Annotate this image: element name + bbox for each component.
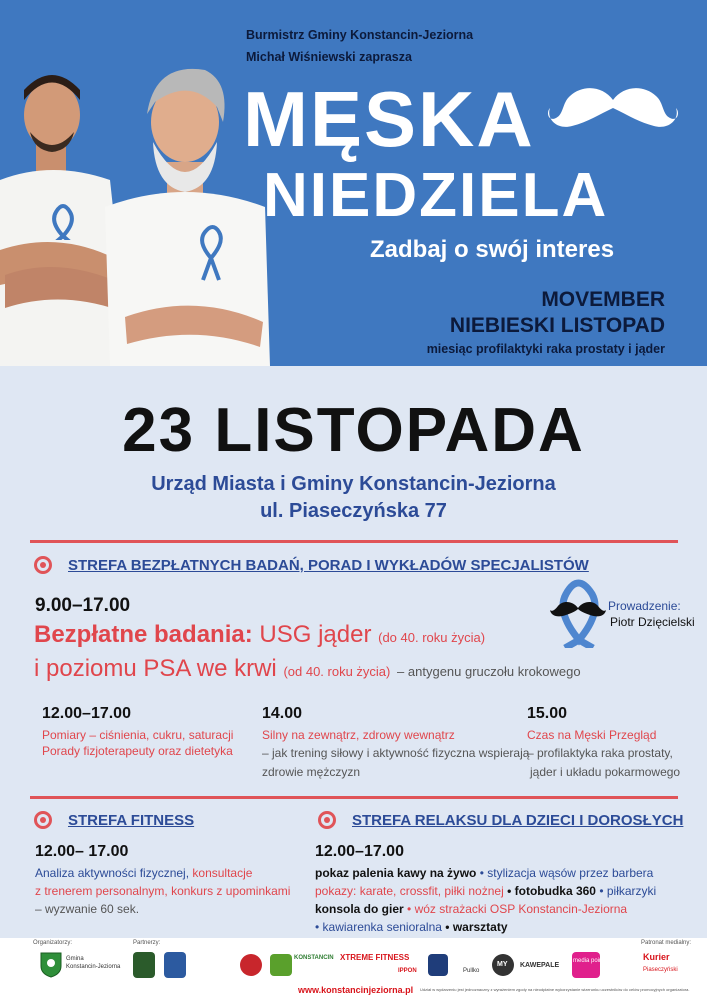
zone-title-relax: STREFA RELAKSU DLA DZIECI I DOROSŁYCH xyxy=(352,812,684,829)
mustache-icon xyxy=(548,78,678,138)
divider-line xyxy=(30,540,678,543)
website-link[interactable]: www.konstancinjeziorna.pl xyxy=(298,985,414,995)
fitness-contest: konkurs z upominkami xyxy=(171,884,291,898)
exam-usg-age: (do 40. roku życia) xyxy=(378,630,486,645)
session-1-line-1: Pomiary – ciśnienia, cukru, saturacji xyxy=(42,728,234,742)
session-1-line-2: Porady fizjoterapeuty oraz dietetyka xyxy=(42,744,233,758)
event-date: 23 LISTOPADA xyxy=(122,396,585,465)
tagline: Zadbaj o swój interes xyxy=(370,236,615,263)
fitness-line-1 xyxy=(35,866,252,880)
gmina-logo-text-2: Konstancin-Jeziorna xyxy=(66,964,121,970)
partner-konstancin: KONSTANCIN xyxy=(294,955,334,961)
session-3-line-2: – profilaktyka raka prostaty, xyxy=(527,746,673,760)
partner-logo-mediapoint xyxy=(572,952,600,978)
partner-mediapoint: media point xyxy=(573,958,605,964)
niebieski-listopad-label: NIEBIESKI LISTOPAD xyxy=(449,314,665,337)
divider-line xyxy=(30,796,678,799)
partner-ippon: IPPON xyxy=(398,968,417,974)
zone-relax-time: 12.00–17.00 xyxy=(315,843,404,860)
relax-line-2 xyxy=(315,884,656,898)
campaign-subtitle: miesiąc profilaktyki raka prostaty i jąder xyxy=(426,342,665,356)
exam-psa-age: (od 40. roku życia) xyxy=(283,664,391,679)
gmina-logo-text-1: Gmina xyxy=(66,956,84,962)
partner-xtreme: XTREME FITNESS xyxy=(340,953,410,962)
mayor-line-1: Burmistrz Gminy Konstancin-Jeziorna xyxy=(246,28,474,42)
sponsors-footer xyxy=(0,938,707,1000)
session-1-time: 12.00–17.00 xyxy=(42,705,131,722)
organizers-label: Organizatorzy: xyxy=(33,940,73,946)
host-name: Piotr Dzięcielski xyxy=(610,615,695,629)
partner-logo-emblem xyxy=(133,952,155,978)
zone-title-fitness: STREFA FITNESS xyxy=(68,812,195,829)
fitness-consult: konsultacje xyxy=(192,866,253,880)
partner-logo-medical xyxy=(164,952,186,978)
relax-shows: pokazy: karate, crossfit, piłki nożnej xyxy=(315,884,504,898)
session-3-line-3: jąder i układu pokarmowego xyxy=(530,765,681,779)
fine-print: Udział w wydarzeniu jest jednoznaczny z wyrażeniem zgody na nieodpłatne wykorzystanie wizerunku uczestników do celów promocyjnych organizatora. xyxy=(420,987,690,992)
title-line-1: MĘSKA xyxy=(243,75,535,163)
session-3-line-1: Czas na Męski Przegląd xyxy=(527,728,657,742)
relax-workshops: • warsztaty xyxy=(445,920,508,934)
session-2-line-2: – jak trening siłowy i aktywność fizyczna wspierają xyxy=(262,746,530,760)
session-3-time: 15.00 xyxy=(527,705,568,722)
exam-line-2 xyxy=(34,655,581,683)
relax-firetruck: • wóz strażacki OSP Konstancin-Jeziorna xyxy=(407,902,628,916)
partner-my: MY xyxy=(497,961,508,968)
partner-kawepale: KAWEPALE xyxy=(520,962,560,969)
session-2-line-3: zdrowie mężczyzn xyxy=(262,765,361,779)
partner-logo-red xyxy=(240,954,262,976)
fitness-line-2 xyxy=(35,884,290,898)
exam-bold-label: Bezpłatne badania: xyxy=(34,621,253,648)
partner-logo-shield xyxy=(428,954,448,976)
session-2-line-1: Silny na zewnątrz, zdrowy wewnątrz xyxy=(262,728,455,742)
partner-logo-green xyxy=(270,954,292,976)
title-line-2: NIEDZIELA xyxy=(263,161,609,230)
relax-coffee: pokaz palenia kawy na żywo xyxy=(315,866,477,880)
zone-bullet-icon xyxy=(34,556,52,574)
partner-piaseczynski: Piaseczyński xyxy=(643,967,678,973)
exam-usg: USG jąder xyxy=(259,621,372,648)
partner-kurier: Kurier xyxy=(643,952,670,962)
relax-console: konsola do gier xyxy=(315,902,404,916)
session-2-time: 14.00 xyxy=(262,705,303,722)
exam-psa-desc: – antygenu gruczołu krokowego xyxy=(397,664,581,679)
relax-photobooth: • fotobudka 360 xyxy=(507,884,596,898)
host-label: Prowadzenie: xyxy=(608,599,681,613)
zone-bullet-icon xyxy=(318,811,336,829)
ribbon-mustache-icon xyxy=(548,568,608,648)
fitness-analysis: Analiza aktywności fizycznej, xyxy=(35,866,190,880)
venue-line-1: Urząd Miasta i Gminy Konstancin-Jeziorna xyxy=(151,473,556,495)
zone-exams-time: 9.00–17.00 xyxy=(35,595,131,616)
awareness-ribbon-icon xyxy=(48,200,78,240)
gmina-coat-of-arms-icon xyxy=(40,952,62,978)
media-label: Patronat medialny: xyxy=(641,940,692,946)
zone-fitness-time: 12.00– 17.00 xyxy=(35,843,129,860)
exam-line-1 xyxy=(34,621,485,649)
fitness-trainer: z trenerem personalnym, xyxy=(35,884,168,898)
relax-line-1 xyxy=(315,866,653,880)
partners-label: Partnerzy: xyxy=(133,940,161,946)
mayor-line-2: Michał Wiśniewski zaprasza xyxy=(246,50,412,64)
relax-foosball: • piłkarzyki xyxy=(599,884,657,898)
fitness-line-3: – wyzwanie 60 sek. xyxy=(35,902,140,916)
zone-title-exams: STREFA BEZPŁATNYCH BADAŃ, PORAD I WYKŁADÓW SPECJALISTÓW xyxy=(68,557,589,574)
relax-line-4 xyxy=(315,920,508,934)
venue-line-2: ul. Piaseczyńska 77 xyxy=(260,500,447,522)
relax-cafe: • kawiarenka senioralna xyxy=(315,920,442,934)
relax-line-3 xyxy=(315,902,627,916)
partner-pullko: Pullko xyxy=(463,968,480,974)
relax-barber: • stylizacja wąsów przez barbera xyxy=(479,866,654,880)
hero-banner xyxy=(0,0,707,366)
movember-label: MOVEMBER xyxy=(541,288,665,311)
exam-psa: i poziomu PSA we krwi xyxy=(34,655,277,682)
zone-bullet-icon xyxy=(34,811,52,829)
